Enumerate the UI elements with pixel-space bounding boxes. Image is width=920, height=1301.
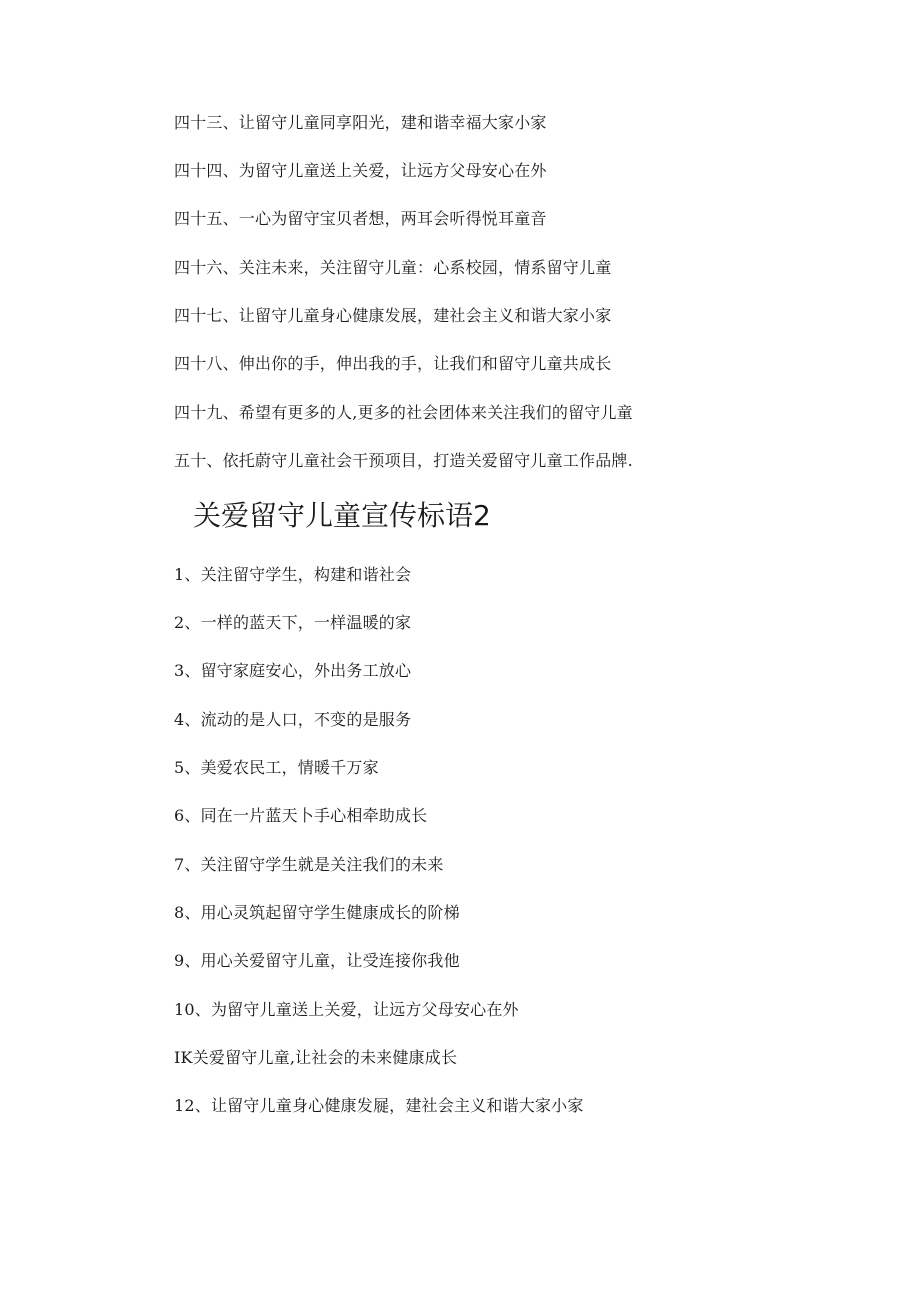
slogan-49: 四十九、希望有更多的人,更多的社会团体来关注我们的留守儿童 (174, 403, 633, 422)
slogan-3: 3、留守家庭安心，外出务工放心 (174, 661, 412, 680)
slogan-43: 四十三、让留守儿童同享阳光，建和谐幸福大家小家 (174, 113, 547, 132)
slogan-9: 9、用心关爱留守儿童，让受连接你我他 (174, 951, 460, 970)
slogan-50: 五十、依托蔚守儿童社会干预项目，打造关爱留守儿童工作品牌. (174, 451, 633, 470)
slogan-46: 四十六、关注未来，关注留守儿童：心系校园，情系留守儿童 (174, 258, 612, 277)
slogan-47: 四十七、让留守儿童身心健康发展，建社会主义和谐大家小家 (174, 306, 612, 325)
slogan-7: 7、关注留守学生就是关注我们的未来 (174, 855, 444, 874)
slogan-12: 12、让留守儿童身心健康发屣，建社会主义和谐大家小家 (174, 1096, 584, 1115)
slogan-4: 4、流动的是人口，不变的是服务 (174, 710, 412, 729)
slogan-45: 四十五、一心为留守宝贝者想，两耳会听得悦耳童音 (174, 209, 547, 228)
slogan-6: 6、同在一片蓝天卜手心相牵助成长 (174, 806, 428, 825)
slogan-8: 8、用心灵筑起留守学生健康成长的阶梯 (174, 903, 460, 922)
slogan-1: 1、关注留守学生，构建和谐社会 (174, 565, 412, 584)
section-heading: 关爱留守儿童宣传标语2 (193, 499, 491, 532)
slogan-11: IK关爱留守儿童,让社会的未来健康成长 (174, 1048, 458, 1067)
slogan-5: 5、美爱农民工，情暖千万家 (174, 758, 379, 777)
slogan-2: 2、一样的蓝天下，一样温暖的家 (174, 613, 412, 632)
slogan-48: 四十八、伸出你的手，伸出我的手，让我们和留守儿童共成长 (174, 354, 612, 373)
slogan-10: 10、为留守儿童送上关爱，让远方父母安心在外 (174, 1000, 519, 1019)
slogan-44: 四十四、为留守儿童送上关爱，让远方父母安心在外 (174, 161, 547, 180)
